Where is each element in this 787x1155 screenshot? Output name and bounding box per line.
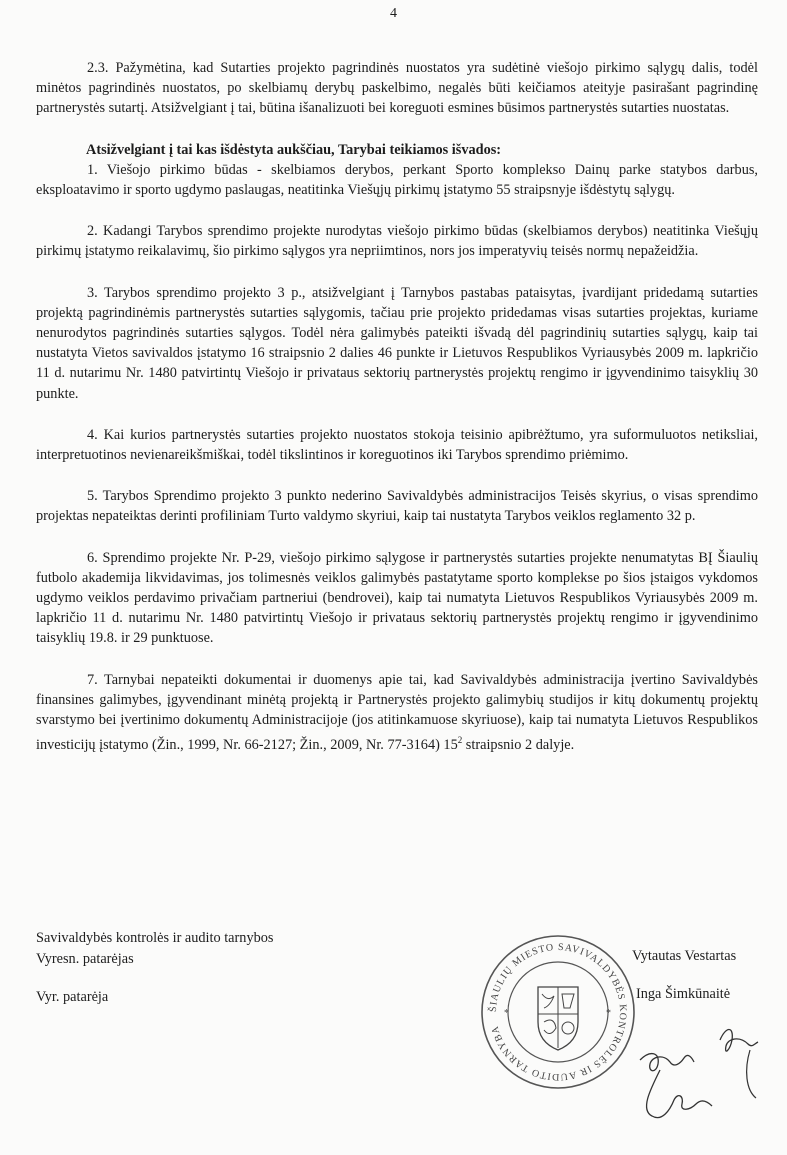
conclusion-item: 6. Sprendimo projekte Nr. P-29, viešojo pirkimo sąlygose ir partnerystės sutarties projekte nenumatytas BĮ Šiaulių futbolo akademija likvidavimas, jos tolimesnės veiklos galimybės pastatytame sporto komplekse po šios įstaigos vykdomos ugdymo veiklos perdavimo privačiam partneriui (bendrovei), kaip tai numatyta Lietuvos Respublikos Vyriausybės 2009 m. lapkričio 11 d. nutarimu Nr. 1480 patvirtintų Viešojo ir privataus sektorių partnerystės projektų rengimo ir įgyvendinimo taisyklių 19.8. ir 29 punktuose. xyxy=(36,549,758,647)
conclusion-item: 3. Tarybos sprendimo projekto 3 p., atsižvelgiant į Tarnybos pastabas pataisytas, įvardijant pridedamą sutarties projektą pagrindinėmis partnerystės sutarties sąlygomis, tačiau prie projekto pridedamas visas sutarties projektas, kuriame nenurodytos pagrindinės sutarties sąlygos. Todėl nėra galimybės pateikti išvadą dėl pagrindinių sutarties sąlygų, kaip tai nustatyta Vietos savivaldos įstatymo 16 straipsnio 2 dalies 46 punkte ir Lietuvos Respublikos Vyriausybės 2009 m. lapkričio 11 d. nutarimu Nr. 1480 patvirtintų Viešojo ir privataus sektorių partnerystės projektų rengimo ir įgyvendinimo taisyklių 30 punkte. xyxy=(36,284,758,402)
conclusion-7-text: 7. Tarnybai nepateikti dokumentai ir duomenys apie tai, kad Savivaldybės administracija įvertino Savivaldybės finansines galimybes, įgyvendinant minėtą projektą ir Partnerystės projekto galimybių studijos ir kitų dokumentų projektų svarstymo bei įvertinimo dokumentų Administracijoje (jos atitinkamuose skyriuose), kaip tai numatyta Lietuvos Respublikos investicijų įstatymo (Žin., 1999, Nr. 66-2127; Žin., 2009, Nr. 77-3164) 15 xyxy=(36,671,758,754)
page-number: 4 xyxy=(390,6,397,21)
role-chief-advisor: Vyr. patarėja xyxy=(36,989,109,1005)
superscript: 2 xyxy=(457,735,463,746)
svg-text:*: * xyxy=(606,1008,611,1019)
signer-name-2: Inga Šimkūnaitė xyxy=(636,986,731,1002)
conclusions-heading: Atsižvelgiant į tai kas išdėstyta aukščiau, Tarybai teikiamos išvados: xyxy=(86,141,502,158)
document-body xyxy=(36,58,758,776)
conclusion-item xyxy=(36,670,758,756)
role-senior-advisor: Vyresn. patarėjas xyxy=(36,951,134,967)
conclusion-item: 2. Kadangi Tarybos sprendimo projekte nurodytas viešojo pirkimo būdas (skelbiamos derybos) neatitinka Viešųjų pirkimų įstatymo reikalavimų, šio pirkimo sąlygos yra nepriimtinos, nors jos imperatyvių teisės normų nepažeidžia. xyxy=(36,223,758,260)
conclusion-item: 5. Tarybos Sprendimo projekto 3 punkto nederino Savivaldybės administracijos Teisės skyrius, o visas sprendimo projektas nepateiktas derinti profiliniam Turto valdymo skyriui, kaip tai nustatyta Tarybos veiklos reglamento 32 p. xyxy=(36,488,758,525)
signer-name-1: Vytautas Vestartas xyxy=(632,948,737,964)
org-line: Savivaldybės kontrolės ir audito tarnybos xyxy=(36,930,274,946)
conclusion-item: 4. Kai kurios partnerystės sutarties projekto nuostatos stokoja teisinio apibrėžtumo, yra suformuluotos netiksliai, interpretuotinos nevienareikšmiškai, todėl tikslintinos ir koreguotinos iki Tarybos sprendimo priėmimo. xyxy=(36,426,758,464)
handwritten-signatures xyxy=(600,1000,780,1130)
section-2-3: 2.3. Pažymėtina, kad Sutarties projekto pagrindinės nuostatos yra sudėtinė viešojo pirkimo sąlygų dalis, todėl minėtos pagrindinės nuostatos, po skelbiamų derybų paskelbimo, negalės būti keičiamos ateityje pasirašant pagrindinę partnerystės sutartį. Atsižvelgiant į tai, būtina išanalizuoti bei koreguoti esmines būsimos partnerystės sutarties nuostatas. xyxy=(36,60,758,117)
seal-text: ŠIAULIŲ MIESTO SAVIVALDYBĖS KONTROLĖS IR AUDITO TARNYBA xyxy=(487,941,629,1083)
svg-text:*: * xyxy=(504,1008,509,1019)
conclusion-7-tail: straipsnio 2 dalyje. xyxy=(462,737,575,754)
conclusion-item: 1. Viešojo pirkimo būdas - skelbiamos derybos, perkant Sporto komplekso Dainų parke statybos darbus, eksploatavimo ir sporto ugdymo paslaugas, neatitinka Viešųjų pirkimų įstatymo 55 straipsnyje išdėstytų sąlygų. xyxy=(36,161,758,199)
